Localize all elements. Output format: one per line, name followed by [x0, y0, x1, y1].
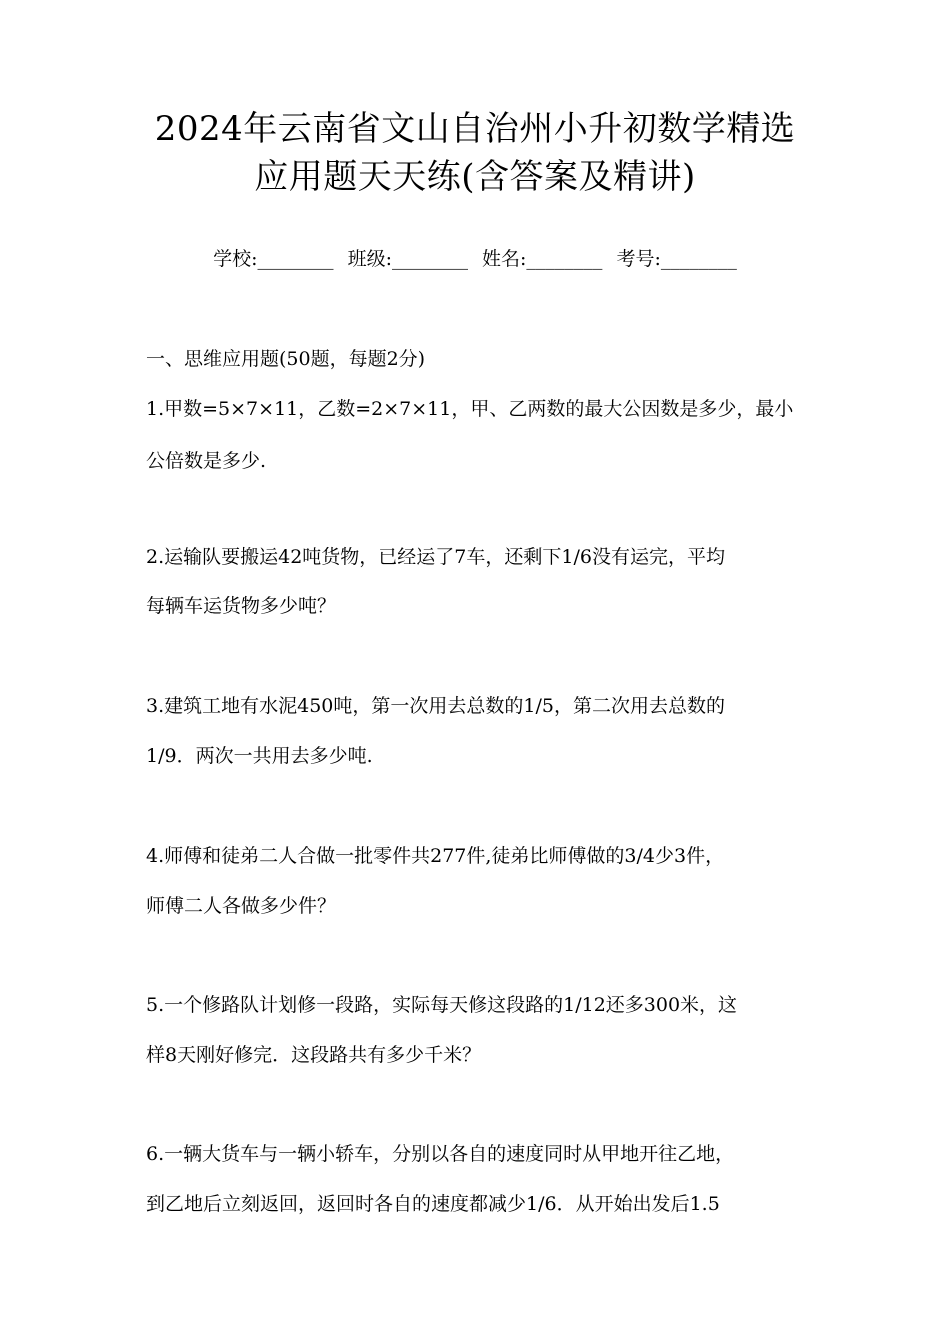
question-3-line-2: 1/9．两次一共用去多少吨.: [146, 745, 373, 767]
name-field: 姓名:________: [482, 248, 603, 270]
school-field: 学校:________: [213, 248, 334, 270]
section-heading: 一、思维应用题(50题，每题2分): [146, 348, 426, 370]
question-1-line-2: 公倍数是多少.: [146, 450, 267, 472]
class-field: 班级:________: [347, 248, 468, 270]
question-3-line-1: 3.建筑工地有水泥450吨，第一次用去总数的1/5，第二次用去总数的: [146, 695, 725, 717]
exam-number-field: 考号:________: [616, 248, 737, 270]
question-6-line-2: 到乙地后立刻返回，返回时各自的速度都减少1/6．从开始出发后1.5: [146, 1193, 720, 1215]
question-1-line-1: 1.甲数=5×7×11，乙数=2×7×11，甲、乙两数的最大公因数是多少，最小: [146, 398, 794, 420]
document-title-line-1: 2024年云南省文山自治州小升初数学精选: [154, 109, 796, 149]
question-2-line-1: 2.运输队要搬运42吨货物，已经运了7车，还剩下1/6没有运完，平均: [146, 546, 725, 568]
question-5-line-2: 样8天刚好修完．这段路共有多少千米？: [146, 1044, 482, 1066]
student-info-row: [0, 250, 950, 269]
question-2-line-2: 每辆车运货物多少吨？: [146, 595, 337, 617]
question-4-line-1: 4.师傅和徒弟二人合做一批零件共277件,徒弟比师傅做的3/4少3件，: [146, 845, 725, 867]
question-5-line-1: 5.一个修路队计划修一段路，实际每天修这段路的1/12还多300米，这: [146, 994, 738, 1016]
question-6-line-1: 6.一辆大货车与一辆小轿车，分别以各自的速度同时从甲地开往乙地，: [146, 1143, 735, 1165]
question-4-line-2: 师傅二人各做多少件？: [146, 895, 337, 917]
document-title-line-2: 应用题天天练(含答案及精讲): [254, 157, 696, 197]
